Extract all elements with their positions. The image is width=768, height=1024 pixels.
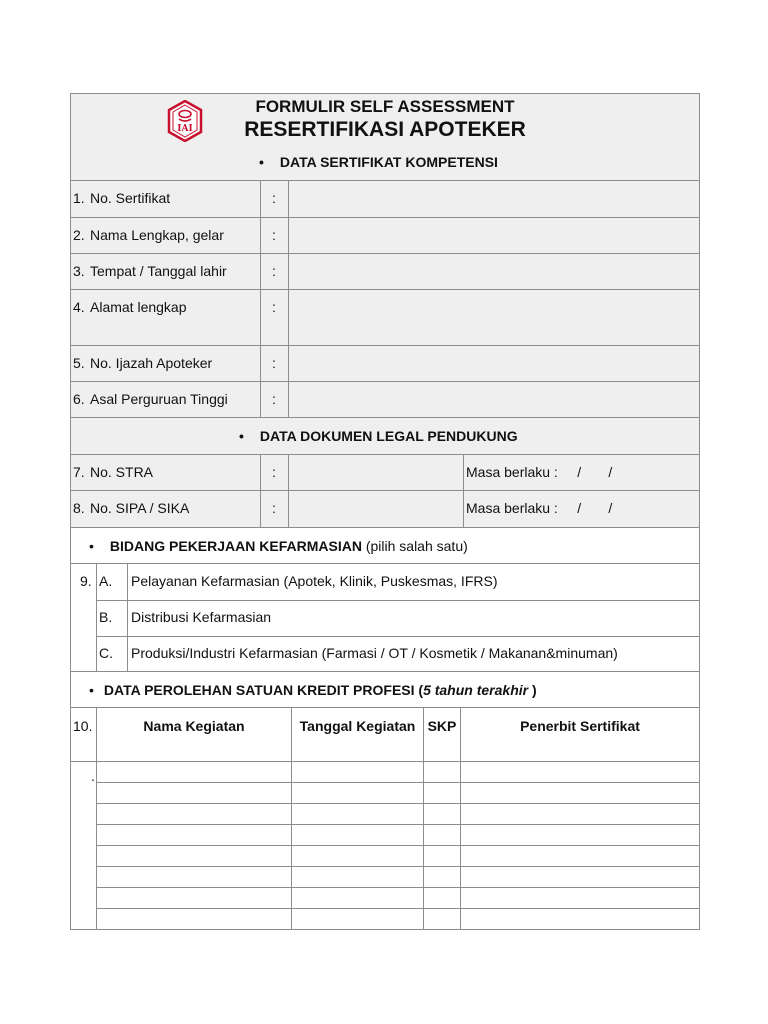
colon-cell (260, 181, 288, 217)
colon-cell (260, 382, 288, 417)
field-label: Tempat / Tanggal lahir (90, 263, 227, 279)
option-letter: A. (99, 573, 113, 589)
field-row (70, 346, 700, 382)
option-letter: B. (99, 609, 113, 625)
ijazah-input[interactable] (288, 346, 699, 381)
stra-input[interactable] (288, 455, 463, 490)
colon-cell (260, 290, 288, 345)
colon: : (272, 299, 276, 315)
field-label: No. STRA (90, 464, 154, 480)
self-assessment-form (70, 93, 700, 930)
column-header: Tanggal Kegiatan (291, 708, 423, 761)
colon: : (272, 263, 276, 279)
colon: : (272, 500, 276, 516)
field-label: No. Sertifikat (90, 190, 171, 206)
column-header: SKP (423, 708, 460, 761)
sipa-validity-field[interactable] (463, 491, 699, 527)
field-label: Asal Perguruan Tinggi (90, 391, 228, 407)
form-header (70, 93, 700, 181)
sertifikat-input[interactable] (288, 181, 699, 217)
option-a[interactable] (97, 564, 699, 601)
field-number: 10. (73, 718, 93, 734)
column-header: Nama Kegiatan (96, 708, 291, 761)
field-number: 1. (73, 190, 85, 206)
option-letter: C. (99, 645, 113, 661)
field-number: 5. (73, 355, 85, 371)
sipa-input[interactable] (288, 491, 463, 527)
options-table (96, 564, 699, 671)
field-number: 2. (73, 227, 85, 243)
field-label: No. SIPA / SIKA (90, 500, 190, 516)
section-title-skp: • DATA PEROLEHAN SATUAN KREDIT PROFESI (5 tahun terakhir ) (89, 682, 537, 698)
alamat-input[interactable] (288, 290, 699, 345)
bidang-options (70, 564, 700, 672)
ttl-input[interactable] (288, 254, 699, 289)
field-row (70, 491, 700, 528)
option-cell (127, 600, 699, 636)
colon: : (272, 464, 276, 480)
svg-text:IAI: IAI (177, 124, 193, 134)
field-label: Alamat lengkap (90, 299, 187, 315)
colon: : (272, 355, 276, 371)
field-row (70, 218, 700, 254)
colon: : (272, 190, 276, 206)
field-row (70, 455, 700, 491)
skp-table-body (70, 762, 700, 930)
colon-cell (260, 254, 288, 289)
option-text: Pelayanan Kefarmasian (Apotek, Klinik, Puskesmas, IFRS) (131, 573, 498, 589)
nama-input[interactable] (288, 218, 699, 253)
field-number: 9. (80, 573, 92, 589)
option-c[interactable] (97, 636, 699, 672)
stra-validity-field[interactable] (463, 455, 699, 490)
field-number: 4. (73, 299, 85, 315)
field-number: 8. (73, 500, 85, 516)
dot-mark: . (91, 768, 95, 784)
option-b[interactable] (97, 600, 699, 637)
option-text: Produksi/Industri Kefarmasian (Farmasi / OT / Kosmetik / Makanan&minuman) (131, 645, 618, 661)
section-title-bidang: • BIDANG PEKERJAAN KEFARMASIAN (pilih salah satu) (89, 538, 468, 554)
section-row (70, 528, 700, 564)
form-subtitle: RESERTIFIKASI APOTEKER (244, 118, 526, 141)
field-number: 3. (73, 263, 85, 279)
column-header: Penerbit Sertifikat (460, 708, 699, 761)
field-number: 6. (73, 391, 85, 407)
validity-label: Masa berlaku : / / (466, 500, 613, 516)
field-row (70, 290, 700, 346)
skp-grid[interactable] (96, 762, 699, 929)
colon: : (272, 227, 276, 243)
field-row (70, 382, 700, 418)
section-row (70, 672, 700, 708)
section-row (70, 418, 700, 455)
colon: : (272, 391, 276, 407)
option-cell (127, 636, 699, 672)
section-title-kompetensi: • DATA SERTIFIKAT KOMPETENSI (259, 154, 498, 170)
field-number: 7. (73, 464, 85, 480)
skp-header-row (70, 708, 700, 762)
perguruan-input[interactable] (288, 382, 699, 417)
colon-cell (260, 491, 288, 527)
section-title-legal: • DATA DOKUMEN LEGAL PENDUKUNG (239, 428, 518, 444)
field-row (70, 181, 700, 218)
field-row (70, 254, 700, 290)
field-label: Nama Lengkap, gelar (90, 227, 224, 243)
colon-cell (260, 346, 288, 381)
option-text: Distribusi Kefarmasian (131, 609, 272, 625)
colon-cell (260, 455, 288, 490)
field-label: No. Ijazah Apoteker (90, 355, 213, 371)
option-cell (127, 564, 699, 600)
form-title: FORMULIR SELF ASSESSMENT (255, 97, 515, 116)
colon-cell (260, 218, 288, 253)
validity-label: Masa berlaku : / / (466, 464, 613, 480)
